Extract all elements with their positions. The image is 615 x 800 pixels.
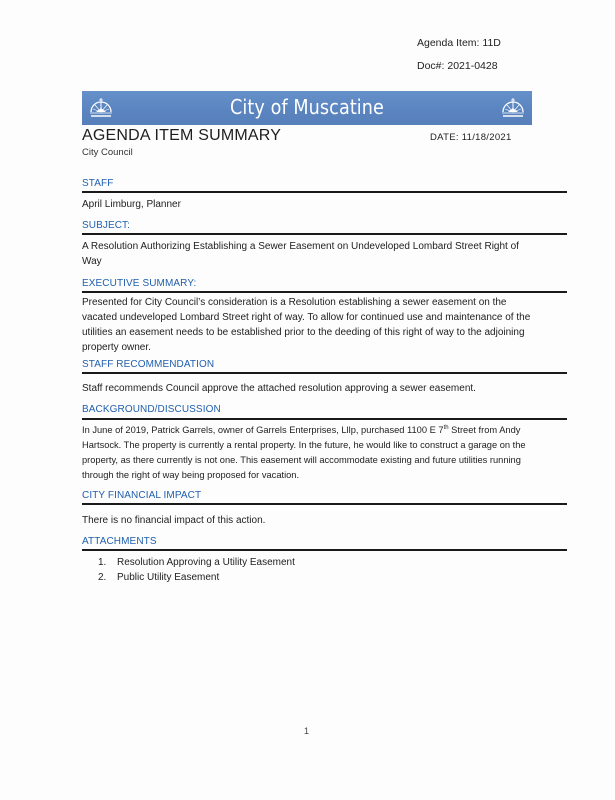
attachment-label: Resolution Approving a Utility Easement (117, 557, 295, 568)
section-heading-attachments: ATTACHMENTS (82, 536, 157, 547)
executive-summary-text: Presented for City Council’s consideration is a Resolution establishing a sewer easement on the vacated undeveloped Lombard Street right of way. To allow for continued use and maintenance of the utilities an easement needs to be established prior to the deeding of this right of way to the adjoining property owner. (82, 297, 531, 353)
muscatine-logo-icon (498, 95, 528, 121)
agenda-item-value: 11D (482, 37, 501, 49)
background-text-part2: Street from Andy Hartsock. The property is currently a rental property. In the future, he would like to construct a garage on the property, as there currently is not one. This easement will accommodate existing and future utilities running through the right of way being proposed for vacation. (82, 425, 526, 480)
section-heading-background: BACKGROUND/DISCUSSION (82, 404, 221, 415)
attachments-list (98, 556, 295, 585)
attachment-number: 1. (98, 557, 107, 568)
city-banner (82, 91, 532, 125)
banner-title: City of Muscatine (230, 95, 384, 119)
staff-text: April Limburg, Planner (82, 199, 181, 210)
doc-number-label: Doc#: (417, 60, 445, 72)
section-heading-subject: SUBJECT: (82, 220, 131, 231)
doc-number-value: 2021-0428 (447, 60, 498, 72)
background-text-part1: In June of 2019, Patrick Garrels, owner of Garrels Enterprises, Lllp, purchased 1100 E 7 (82, 425, 444, 435)
attachment-number: 2. (98, 571, 107, 583)
attachment-item (98, 556, 295, 571)
section-heading-staff-recommendation: STAFF RECOMMENDATION (82, 359, 215, 370)
attachment-label: Public Utility Easement (117, 571, 220, 583)
background-text (82, 423, 537, 483)
section-divider (82, 372, 567, 374)
subject-text: A Resolution Authorizing Establishing a Sewer Easement on Undeveloped Lombard Street Right of Way (82, 241, 519, 267)
section-divider (82, 191, 567, 193)
document-subtitle: City Council (82, 147, 133, 158)
section-divider (82, 418, 567, 420)
document-title: AGENDA ITEM SUMMARY (82, 127, 282, 144)
section-divider (82, 233, 567, 235)
agenda-item-line (417, 37, 501, 49)
page-number: 1 (304, 726, 310, 736)
doc-number-line (417, 60, 498, 72)
date-value: 11/18/2021 (461, 132, 512, 143)
staff-recommendation-text: Staff recommends Council approve the attached resolution approving a sewer easement. (82, 383, 476, 394)
section-heading-executive-summary: EXECUTIVE SUMMARY: (82, 278, 197, 289)
agenda-item-label: Agenda Item: (417, 37, 480, 49)
date-label: DATE: (430, 132, 459, 143)
section-divider (82, 503, 567, 505)
financial-impact-text: There is no financial impact of this action. (82, 515, 266, 526)
section-heading-staff: STAFF (82, 178, 114, 189)
attachment-item (98, 571, 295, 586)
section-divider (82, 291, 567, 293)
background-text-superscript: th (443, 424, 449, 431)
section-divider (82, 549, 567, 551)
section-heading-financial-impact: CITY FINANCIAL IMPACT (82, 490, 202, 501)
document-date (430, 132, 512, 143)
